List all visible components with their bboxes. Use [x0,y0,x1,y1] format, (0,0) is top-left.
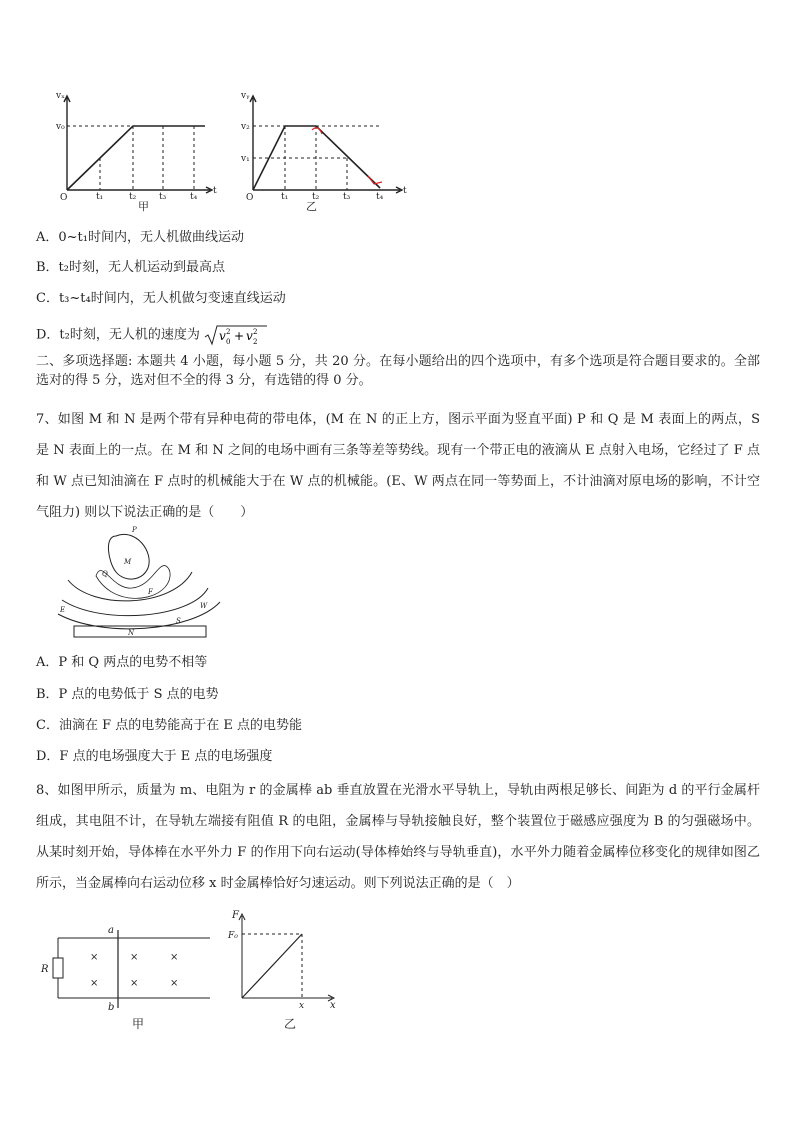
tick-t2-left: t₂ [129,192,137,202]
label-b: b [108,1002,115,1013]
graph-yi [250,96,402,193]
tick-v0: v₀ [56,122,65,132]
tick-v2: v₂ [241,122,250,132]
label-a: a [108,925,114,936]
q6-option-a: A．0~t₁时间内，无人机做曲线运动 [36,230,244,245]
field-mark: × [170,978,179,989]
q8-figure-jia [38,918,220,1034]
q7-stem: 7、如图 M 和 N 是两个带有异种电荷的带电体，(M 在 N 的正上方，图示平面为竖直平面) P 和 Q 是 M 表面上的两点，S 是 N 表面上的一点。在 M 和 N 之间的电场中画有三条等差等势线。现有一个带正电的液滴从 E 点射入电场，它经过了 F 点和 W 点已知油滴在 F 点时的机械能大于在 W 点的机械能。(E、W 两点在同一等势面上，不计油滴对原电场的影响，不计空气阻力) 则以下说法正确的是（ ） [36,412,760,520]
tick-origin-right: O [246,193,254,203]
label-r: R [41,964,49,975]
graph-jia [64,96,212,193]
axis-y-left: vₓ [56,91,65,101]
tick-t4-left: t₄ [190,192,198,202]
q6-option-b: B．t₂时刻，无人机运动到最高点 [36,260,225,275]
q6-option-c: C．t₃~t₄时间内，无人机做匀变速直线运动 [36,291,286,306]
equipotential-1 [68,572,192,601]
axis-y-right: vᵧ [241,91,250,101]
tick-origin-left: O [60,193,68,203]
axis-x: x [330,1000,336,1011]
q8-figure-yi [226,906,346,1034]
q8-stem: 8、如图甲所示，质量为 m、电阻为 r 的金属棒 ab 垂直放置在光滑水平导轨上，导轨由两根足够长、间距为 d 的平行金属杆组成，其电阻不计，在导轨左端接有阻值 R 的电阻，金属棒与导轨接触良好，整个装置位于磁感应强度为 B 的匀强磁场中。从某时刻开始，导体棒在水平外力 F 的作用下向右运动(导体棒始终与导轨垂直)，水平外力随着金属棒位移变化的规律如图乙所示，当金属棒向右运动位移 x 时金属棒恰好匀速运动。则下列说法正确的是（ ） [36,783,760,891]
label-p: P [132,526,137,534]
q7-option-a: A．P 和 Q 两点的电势不相等 [36,655,208,670]
field-mark: × [90,952,99,963]
tick-f0: F₀ [228,931,238,941]
resistor [53,958,63,978]
caption-yi: 乙 [306,200,317,213]
label-e: E [60,606,66,614]
sqrt-v0-v2-formula [204,324,268,346]
q7-option-c: C．油滴在 F 点的电势能高于在 E 点的电势能 [36,718,302,733]
tick-t1-left: t₁ [96,192,104,202]
svg-text:2: 2 [253,338,258,346]
tick-t4-right: t₄ [376,192,384,202]
tick-x: x [299,1001,305,1011]
tick-t1-right: t₁ [281,192,289,202]
label-f: F [148,588,153,596]
field-mark: × [130,978,139,989]
axis-x-left: t [213,186,217,196]
q7-electric-field-figure [52,522,232,644]
label-s: S [176,617,181,625]
svg-text:v: v [219,329,226,343]
force-line [242,934,302,998]
svg-text:+: + [234,329,245,343]
svg-text:v: v [246,329,253,343]
field-mark: × [130,952,139,963]
caption-yi-q8: 乙 [284,1017,297,1031]
section-2-instructions: 二、多项选择题: 本题共 4 小题，每小题 5 分，共 20 分。在每小题给出的四个选项中，有多个选项是符合题目要求的。全部选对的得 5 分，选对但不全的得 3 分，有选错的得 0 分。 [36,354,760,388]
body-m [108,534,149,579]
tick-t2-right: t₂ [312,192,320,202]
axis-f: F [232,910,239,921]
tick-t3-right: t₃ [343,192,351,202]
q7-option-d: D．F 点的电场强度大于 E 点的电场强度 [36,749,273,764]
label-w: W [200,602,208,610]
q6-option-d [36,324,268,346]
label-m: M [124,558,132,566]
axis-x-right: t [403,186,407,196]
velocity-time-graphs [50,90,410,215]
label-q: Q [102,570,108,578]
field-mark: × [170,952,179,963]
q7-option-b: B．P 点的电势低于 S 点的电势 [36,687,219,702]
svg-text:0: 0 [226,338,231,346]
field-mark: × [90,978,99,989]
label-n: N [128,629,135,637]
q6-option-d-text: D．t₂时刻，无人机的速度为 [36,327,200,343]
svg-text:2: 2 [226,328,231,336]
body-n [74,626,206,637]
tick-t3-left: t₃ [159,192,167,202]
tick-v1: v₁ [241,154,250,164]
caption-jia-q8: 甲 [132,1017,145,1031]
svg-text:2: 2 [253,328,258,336]
caption-jia: 甲 [138,200,149,213]
